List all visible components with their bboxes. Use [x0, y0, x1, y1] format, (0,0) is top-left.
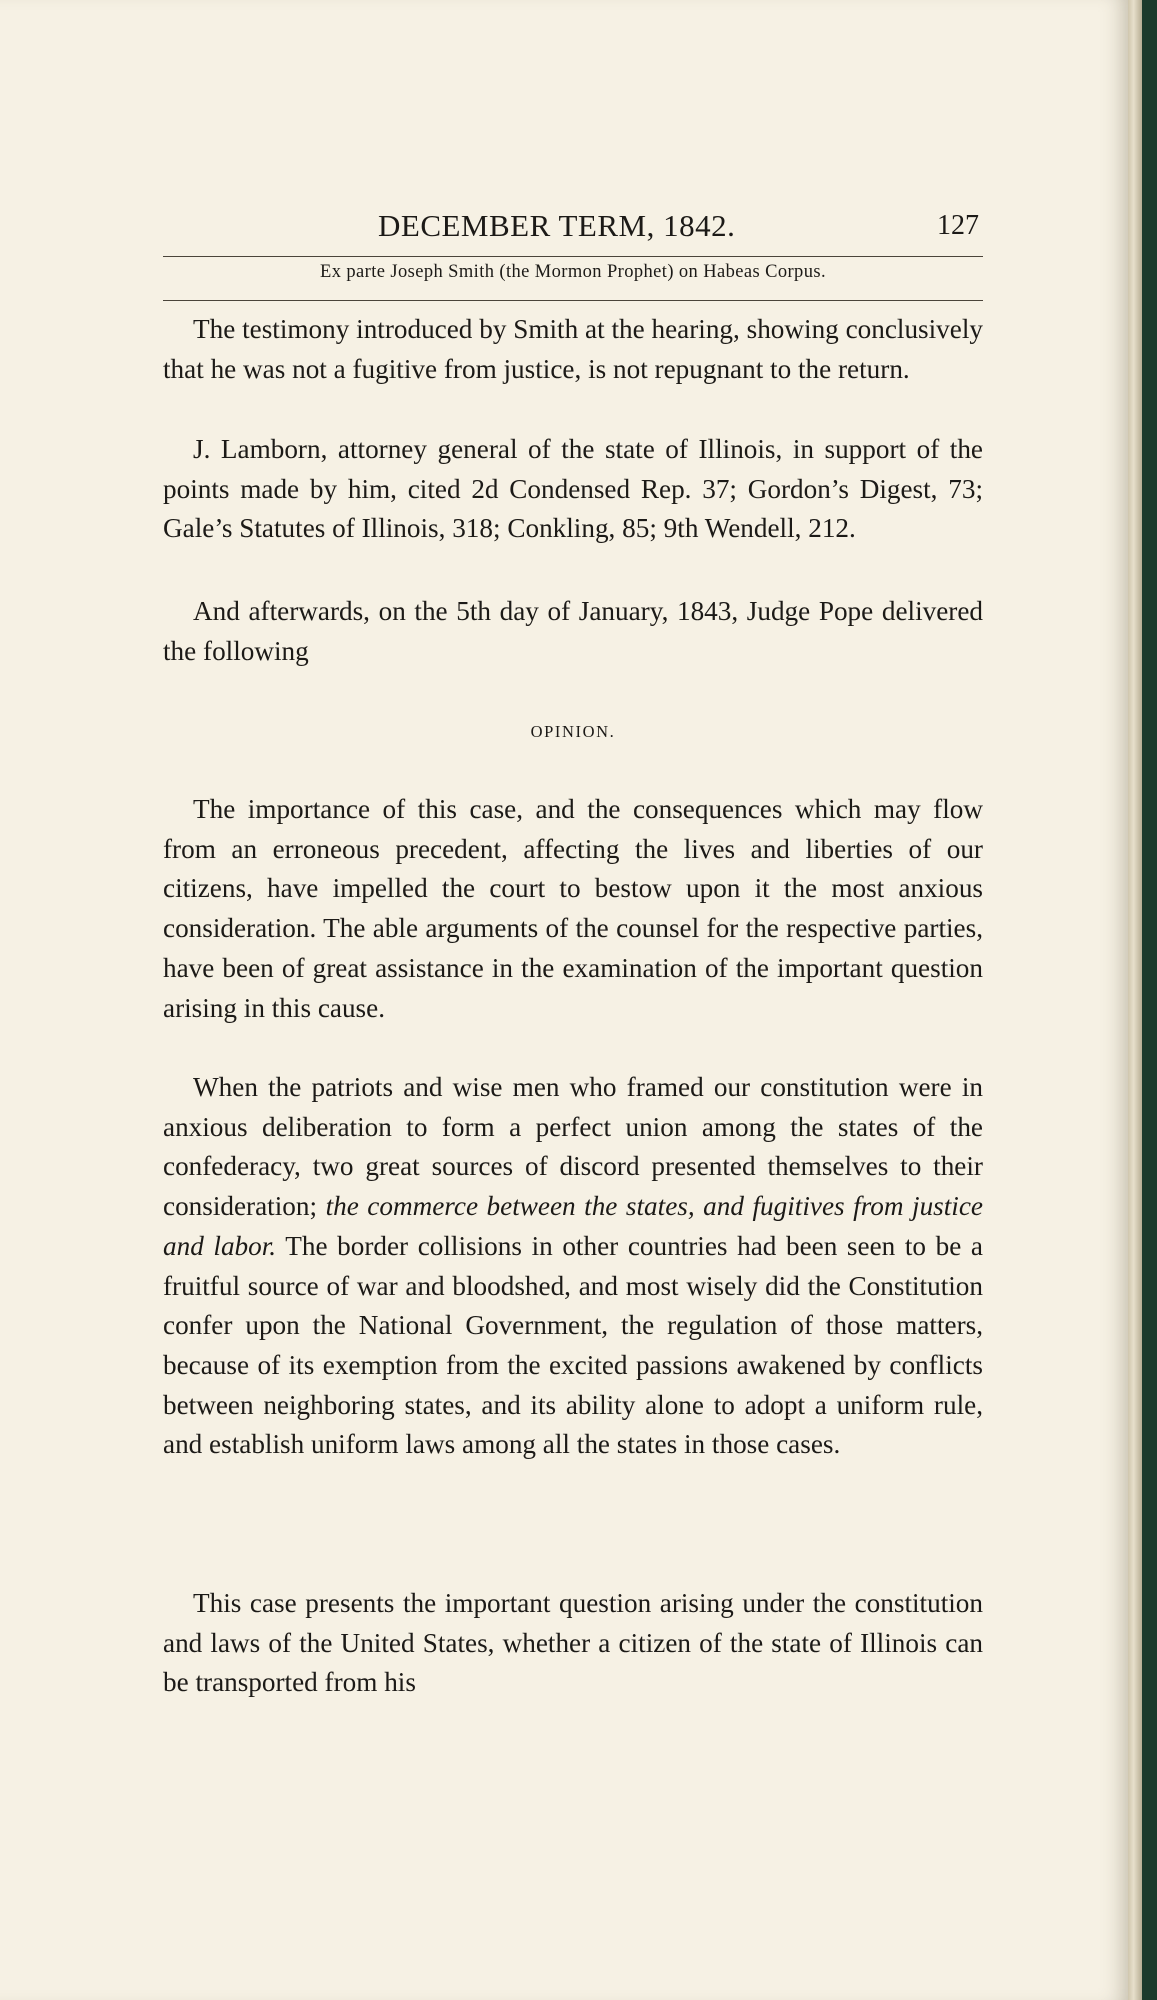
running-head-title: DECEMBER TERM, 1842.	[378, 208, 736, 243]
book-binding	[1142, 0, 1157, 2000]
page-edge	[1128, 0, 1142, 2000]
paragraph-patriots-and-wise-men	[163, 1068, 983, 1465]
running-head	[163, 198, 983, 242]
paragraph-attorney-general-citations: J. Lamborn, attorney general of the state of Illinois, in support of the points made by him, cited 2d Condensed Rep. 37; Gordon’s Digest, 73; Gale’s Statutes of Illinois, 318; Conkling, 85; 9th Wendell, 212.	[163, 434, 983, 544]
paragraph-text-start: When the patriots and wise men who framed our constitution were in anxious deliberation to form a perfect union among the states of the confederacy, two great sources of discord presented themselves to their consideration;	[163, 1072, 983, 1222]
paragraph-judge-pope-delivered: And afterwards, on the 5th day of January, 1843, Judge Pope delivered the following	[163, 596, 983, 666]
header-rule-bottom	[163, 300, 983, 301]
case-caption: Ex parte Joseph Smith (the Mormon Prophet) on Habeas Corpus.	[320, 262, 826, 282]
paragraph-testimony: The testimony introduced by Smith at the hearing, showing conclusively that he was not a fugitive from justice, is not repugnant to the return.	[163, 314, 983, 384]
header-rule-top	[163, 256, 983, 257]
section-heading-opinion: OPINION.	[530, 722, 616, 741]
paragraph-text-end: The border collisions in other countries had been seen to be a fruitful source of war and bloodshed, and most wisely did the Constitution confer upon the National Government, the regulation of those matters, because of its exemption from the excited passions awakened by conflicts between neighboring states, and its ability alone to adopt a uniform rule, and establish uniform laws among all the states in those cases.	[163, 1230, 983, 1460]
paragraph-importance-of-case: The importance of this case, and the consequences which may flow from an erroneous precedent, affecting the lives and liberties of our citizens, have impelled the court to bestow upon it the most anxious consideration. The able arguments of the counsel for the respective parties, have been of great assistance in the examination of the important question arising in this cause.	[163, 794, 983, 1023]
italic-phrase: the commerce between the states, and fugitives from justice and labor.	[163, 1191, 983, 1261]
page-number: 127	[937, 210, 979, 241]
paragraph-important-question: This case presents the important question arising under the constitution and laws of the United States, whether a citizen of the state of Illinois can be transported from his	[163, 1588, 983, 1698]
